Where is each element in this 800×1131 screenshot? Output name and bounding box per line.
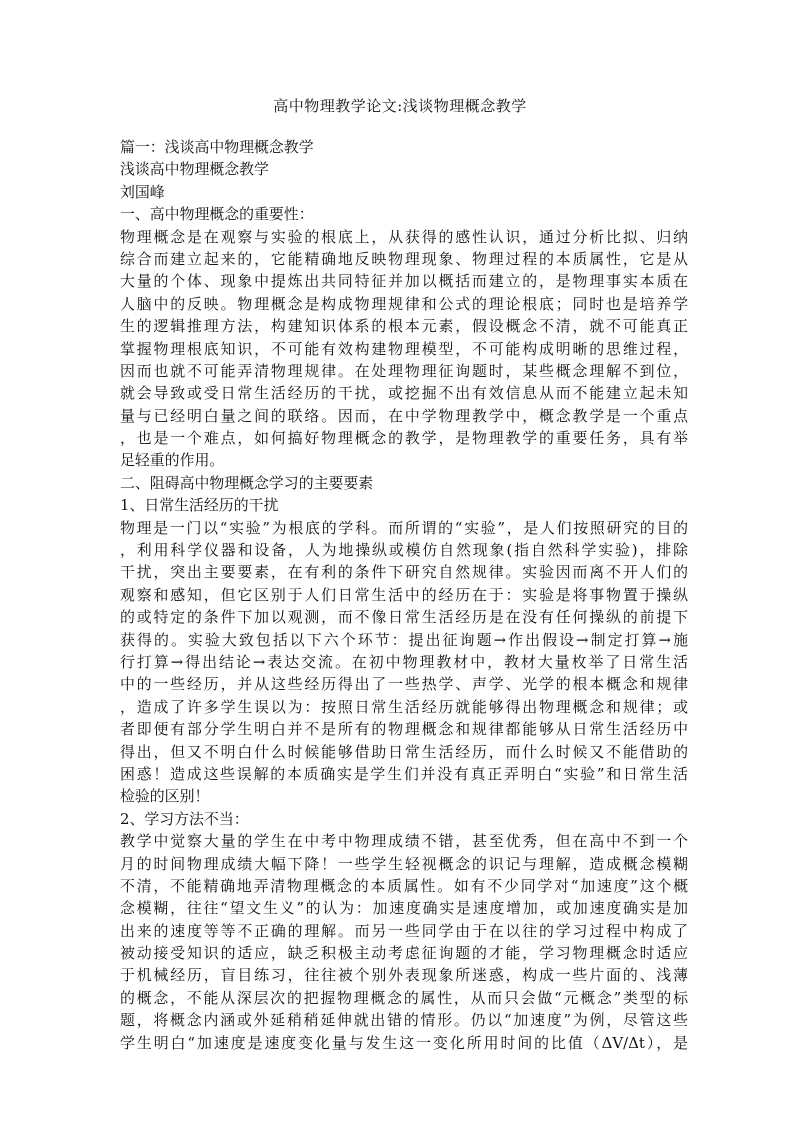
body-line: 就会导致或受日常生活经历的干扰，或挖掘不出有效信息从而不能建立起未知 bbox=[120, 384, 688, 403]
body-line: 1、日常生活经历的干扰 bbox=[120, 496, 279, 515]
body-line: 刘国峰 bbox=[120, 182, 165, 201]
body-line: 干扰，突出主要要素，在有利的条件下研究自然规律。实验因而离不开人们的 bbox=[120, 563, 688, 582]
document-title: 高中物理教学论文:浅谈物理概念教学 bbox=[273, 97, 527, 115]
body-line: 综合而建立起来的，它能精确地反映物理现象、物理过程的本质属性，它是从 bbox=[120, 249, 688, 268]
body-line: 的或特定的条件下加以观测，而不像日常生活经历是在没有任何操纵的前提下 bbox=[120, 608, 688, 627]
body-line: ，造成了许多学生误以为：按照日常生活经历就能够得出物理概念和规律；或 bbox=[120, 697, 688, 716]
body-line: 得出，但又不明白什么时候能够借助日常生活经历，而什么时候又不能借助的 bbox=[120, 742, 688, 761]
body-line: 念模糊，往往“望文生义”的认为：加速度确实是速度增加，或加速度确实是加 bbox=[120, 899, 688, 918]
body-line: 因而也就不可能弄清物理规律。在处理物理征询题时，某些概念理解不到位， bbox=[120, 361, 688, 380]
body-line: 的概念，不能从深层次的把握物理概念的属性，从而只会做“元概念”类型的标 bbox=[120, 988, 688, 1007]
body-line: ，利用科学仪器和设备，人为地操纵或模仿自然现象(指自然科学实验)，排除 bbox=[120, 541, 688, 560]
body-line: 者即便有部分学生明白并不是所有的物理概念和规律都能够从日常生活经历中 bbox=[120, 720, 688, 739]
body-line: 月的时间物理成绩大幅下降！一些学生轻视概念的识记与理解，造成概念模糊 bbox=[120, 854, 688, 873]
body-line: 二、阻碍高中物理概念学习的主要要素 bbox=[120, 473, 374, 492]
body-line: 浅谈高中物理概念教学 bbox=[120, 160, 269, 179]
body-line: 被动接受知识的适应，缺乏积极主动考虑征询题的才能，学习物理概念时适应 bbox=[120, 944, 688, 963]
body-line: 获得的。实验大致包括以下六个环节：提出征询题→作出假设→制定打算→施 bbox=[120, 630, 688, 649]
body-line: 2、学习方法不当： bbox=[120, 809, 249, 828]
body-line: 中的一些经历，并从这些经历得出了一些热学、声学、光学的根本概念和规律 bbox=[120, 675, 688, 694]
body-line: 行打算→得出结论→表达交流。在初中物理教材中，教材大量枚举了日常生活 bbox=[120, 652, 688, 671]
body-line: 题，将概念内涵或外延稍稍延伸就出错的情形。仍以“加速度”为例，尽管这些 bbox=[120, 1011, 688, 1030]
body-line: 人脑中的反映。物理概念是构成物理规律和公式的理论根底；同时也是培养学 bbox=[120, 294, 688, 313]
body-line: 于机械经历，盲目练习，往往被个别外表现象所迷惑，构成一些片面的、浅薄 bbox=[120, 966, 688, 985]
body-line: ，也是一个难点，如何搞好物理概念的教学，是物理教学的重要任务，具有举 bbox=[120, 429, 688, 448]
body-line: 大量的个体、现象中提炼出共同特征并加以概括而建立的，是物理事实本质在 bbox=[120, 272, 688, 291]
body-line: 学生明白“加速度是速度变化量与发生这一变化所用时间的比值（ΔV/Δt），是 bbox=[120, 1033, 688, 1052]
body-line: 出来的速度等等不正确的理解。而另一些同学由于在以往的学习过程中构成了 bbox=[120, 921, 688, 940]
body-line: 物理概念是在观察与实验的根底上，从获得的感性认识，通过分析比拟、归纳 bbox=[120, 227, 688, 246]
body-line: 检验的区别！ bbox=[120, 787, 210, 806]
body-line: 物理是一门以“实验”为根底的学科。而所谓的“实验”，是人们按照研究的目的 bbox=[120, 518, 688, 537]
body-line: 篇一：浅谈高中物理概念教学 bbox=[120, 138, 314, 156]
body-line: 教学中觉察大量的学生在中考中物理成绩不错，甚至优秀，但在高中不到一个 bbox=[120, 832, 688, 851]
body-line: 一、高中物理概念的重要性： bbox=[120, 205, 314, 224]
document-body bbox=[120, 136, 688, 1054]
body-line: 足轻重的作用。 bbox=[120, 451, 225, 470]
body-line: 掌握物理根底知识，不可能有效构建物理模型，不可能构成明晰的思维过程， bbox=[120, 339, 688, 358]
body-line: 生的逻辑推理方法，构建知识体系的根本元素，假设概念不清，就不可能真正 bbox=[120, 317, 688, 336]
body-line: 困惑！造成这些误解的本质确实是学生们并没有真正弄明白“实验”和日常生活 bbox=[120, 764, 688, 783]
body-line: 不清，不能精确地弄清物理概念的本质属性。如有不少同学对“加速度”这个概 bbox=[120, 876, 688, 895]
body-line: 观察和感知，但它区别于人们日常生活中的经历在于：实验是将事物置于操纵 bbox=[120, 585, 688, 604]
body-line: 量与已经明白量之间的联络。因而，在中学物理教学中，概念教学是一个重点 bbox=[120, 406, 688, 425]
